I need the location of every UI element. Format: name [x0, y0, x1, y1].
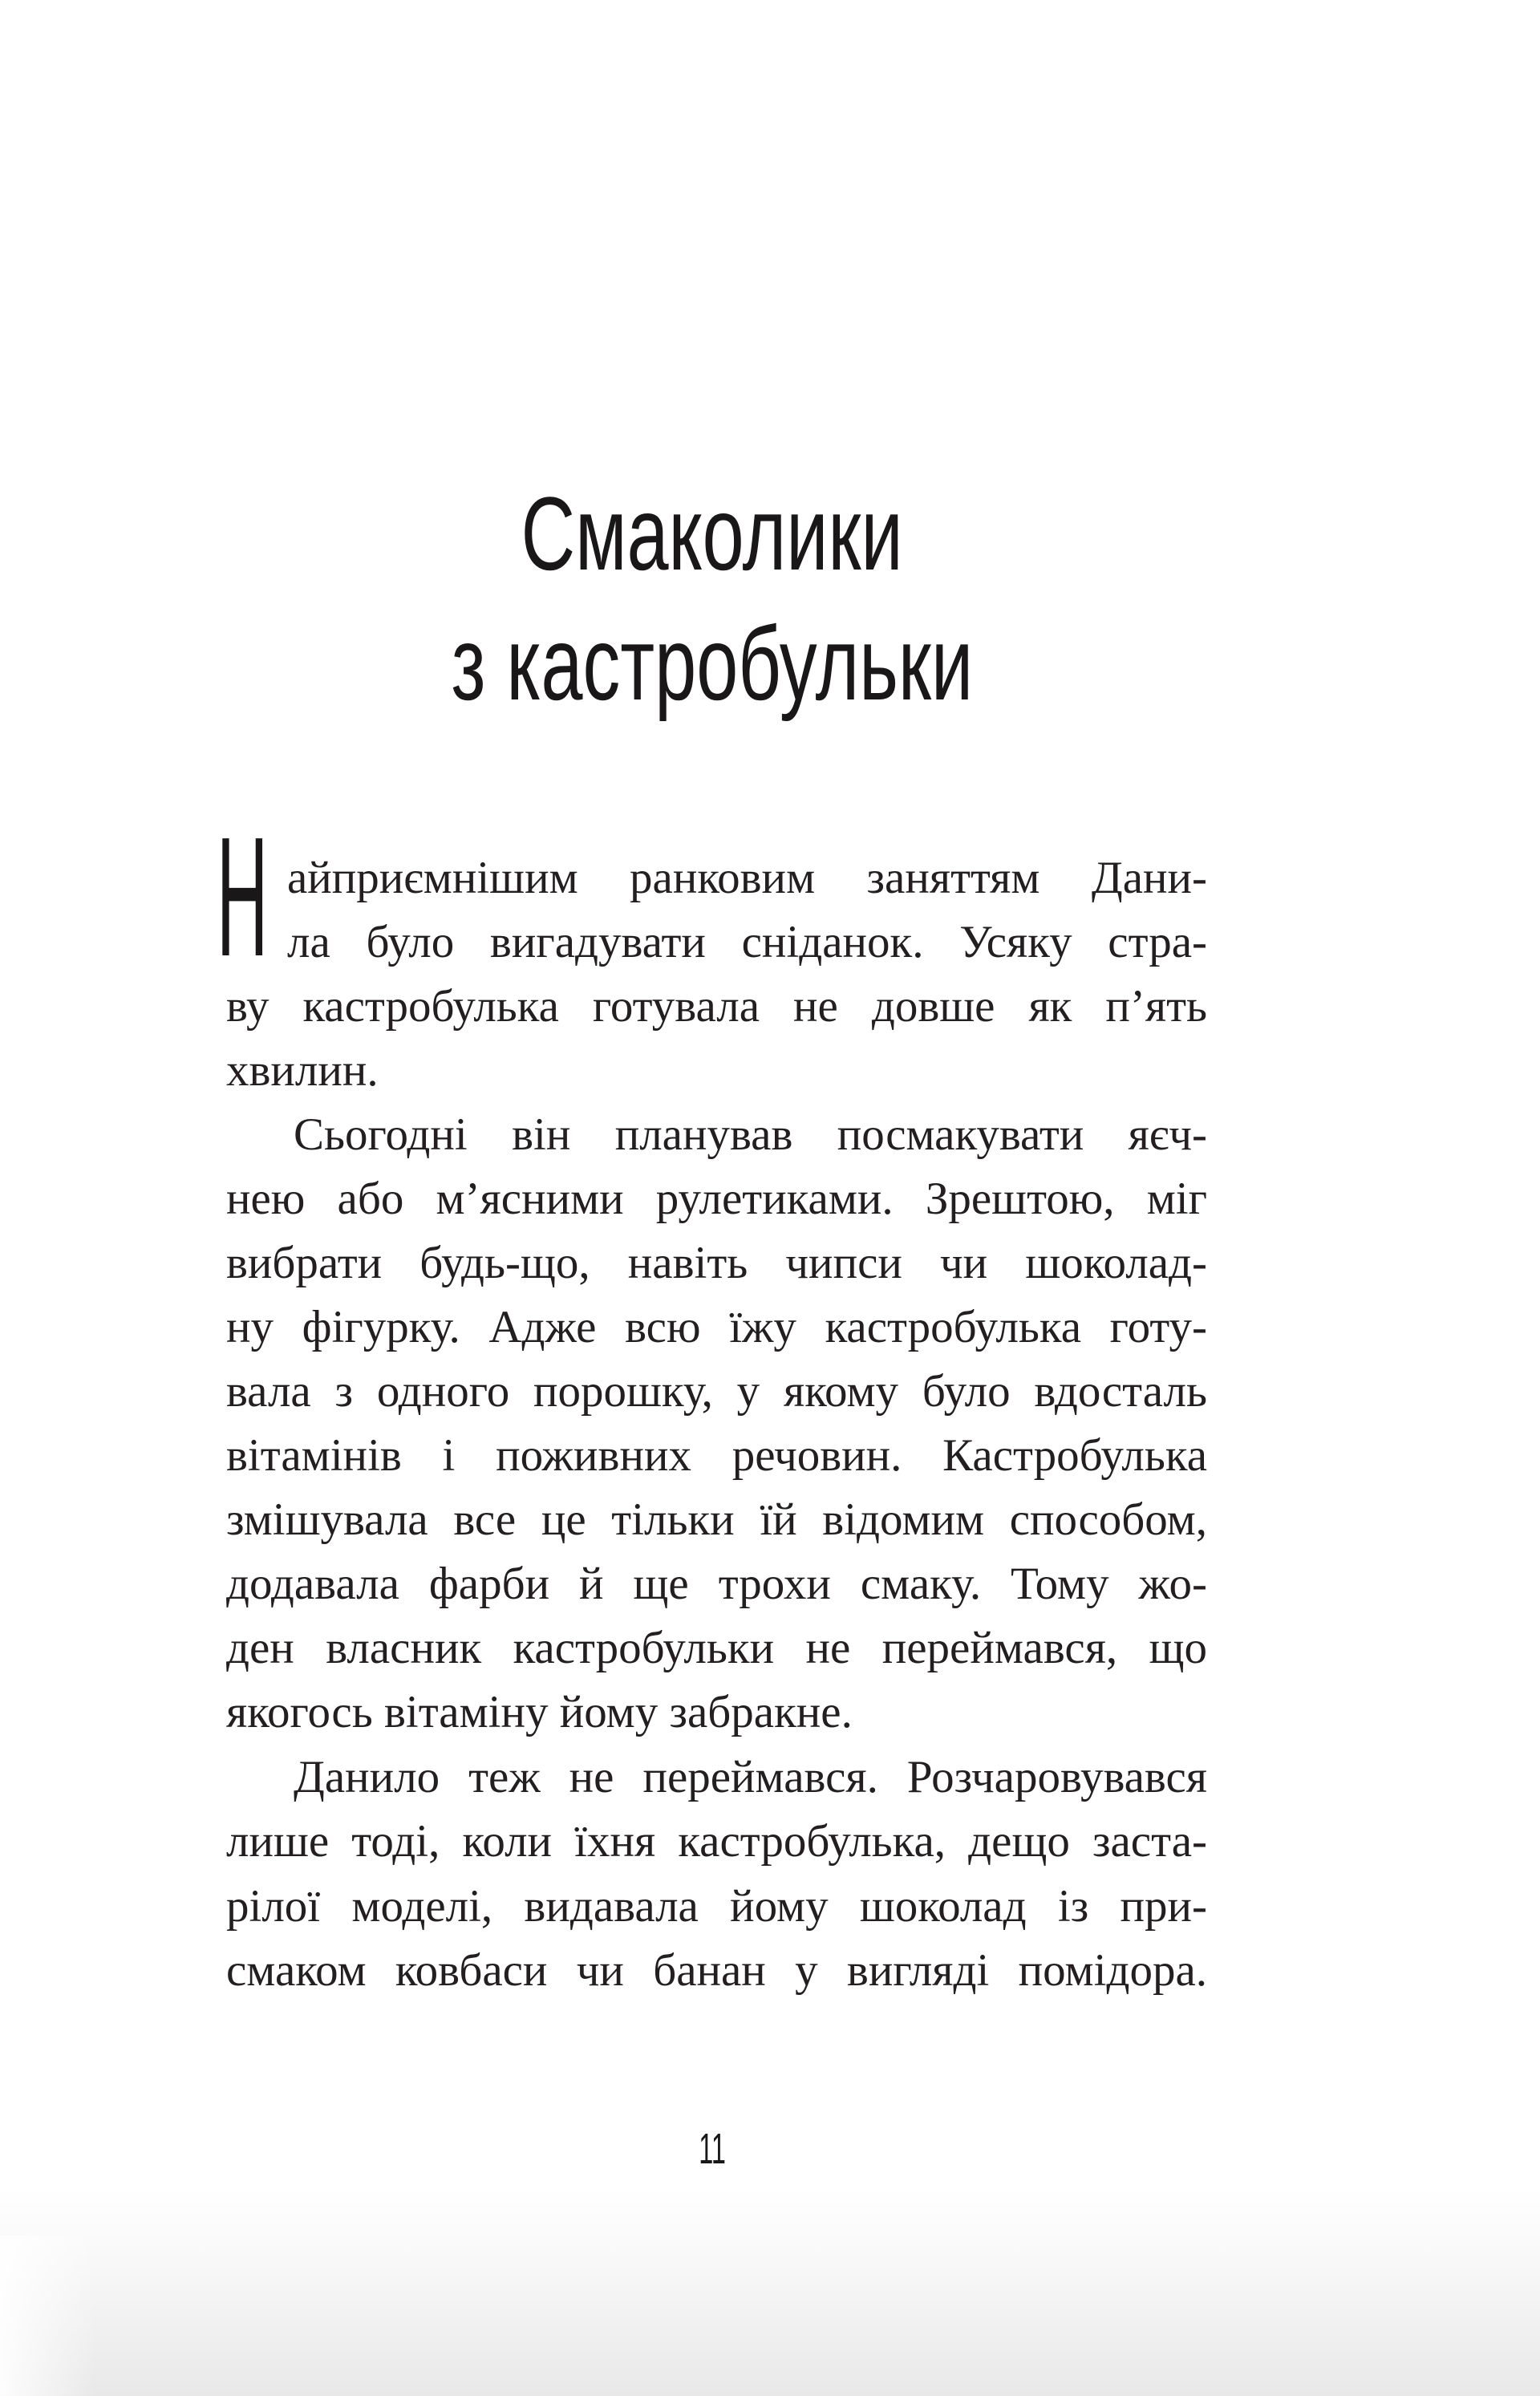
text-line: лише тоді, коли їхня кастробулька, дещо заста-: [226, 1816, 1207, 1867]
page-corner-highlight: [0, 2236, 96, 2396]
text-line: змішувала все це тільки їй відомим способом,: [226, 1494, 1207, 1545]
text-line: якогось вітаміну йому забракне.: [226, 1687, 853, 1737]
text-line: нею або м’ясними рулетиками. Зрештою, міг: [226, 1174, 1207, 1224]
chapter-title-text: з кастробульки: [451, 605, 974, 722]
text-line: ну фігурку. Адже всю їжу кастробулька готу-: [226, 1302, 1207, 1352]
chapter-title-line-2: [0, 605, 1424, 722]
page-number: [0, 2124, 1424, 2174]
text-line: вітамінів і поживних речовин. Кастробулька: [226, 1430, 1207, 1481]
drop-cap-letter: Н: [217, 801, 269, 991]
text-line: Сьогодні він планував посмакувати яєч-: [294, 1109, 1207, 1160]
chapter-title-line-1: [0, 475, 1424, 592]
chapter-title-text: Смаколики: [521, 475, 904, 592]
text-line: додавала фарби й ще трохи смаку. Тому жо-: [226, 1559, 1207, 1609]
text-line: хвилин.: [226, 1045, 379, 1096]
text-line: ву кастробулька готувала не довше як п’ять: [226, 981, 1207, 1032]
text-line: айприємнішим ранковим заняттям Дани-: [287, 853, 1207, 903]
text-line: ла було вигадувати сніданок. Усяку стра-: [287, 917, 1207, 967]
text-line: смаком ковбаси чи банан у вигляді помідора.: [226, 1945, 1207, 1996]
page-number-text: 11: [699, 2125, 726, 2173]
text-line: ден власник кастробульки не переймався, що: [226, 1623, 1207, 1673]
text-line: вала з одного порошку, у якому було вдосталь: [226, 1366, 1207, 1417]
text-line: рілої моделі, видавала йому шоколад із при-: [226, 1881, 1207, 1932]
page-bottom-shadow: [0, 2187, 1540, 2396]
text-line: Данило теж не переймався. Розчаровувався: [294, 1752, 1207, 1802]
text-line: вибрати будь-що, навіть чипси чи шоколад-: [226, 1238, 1207, 1288]
